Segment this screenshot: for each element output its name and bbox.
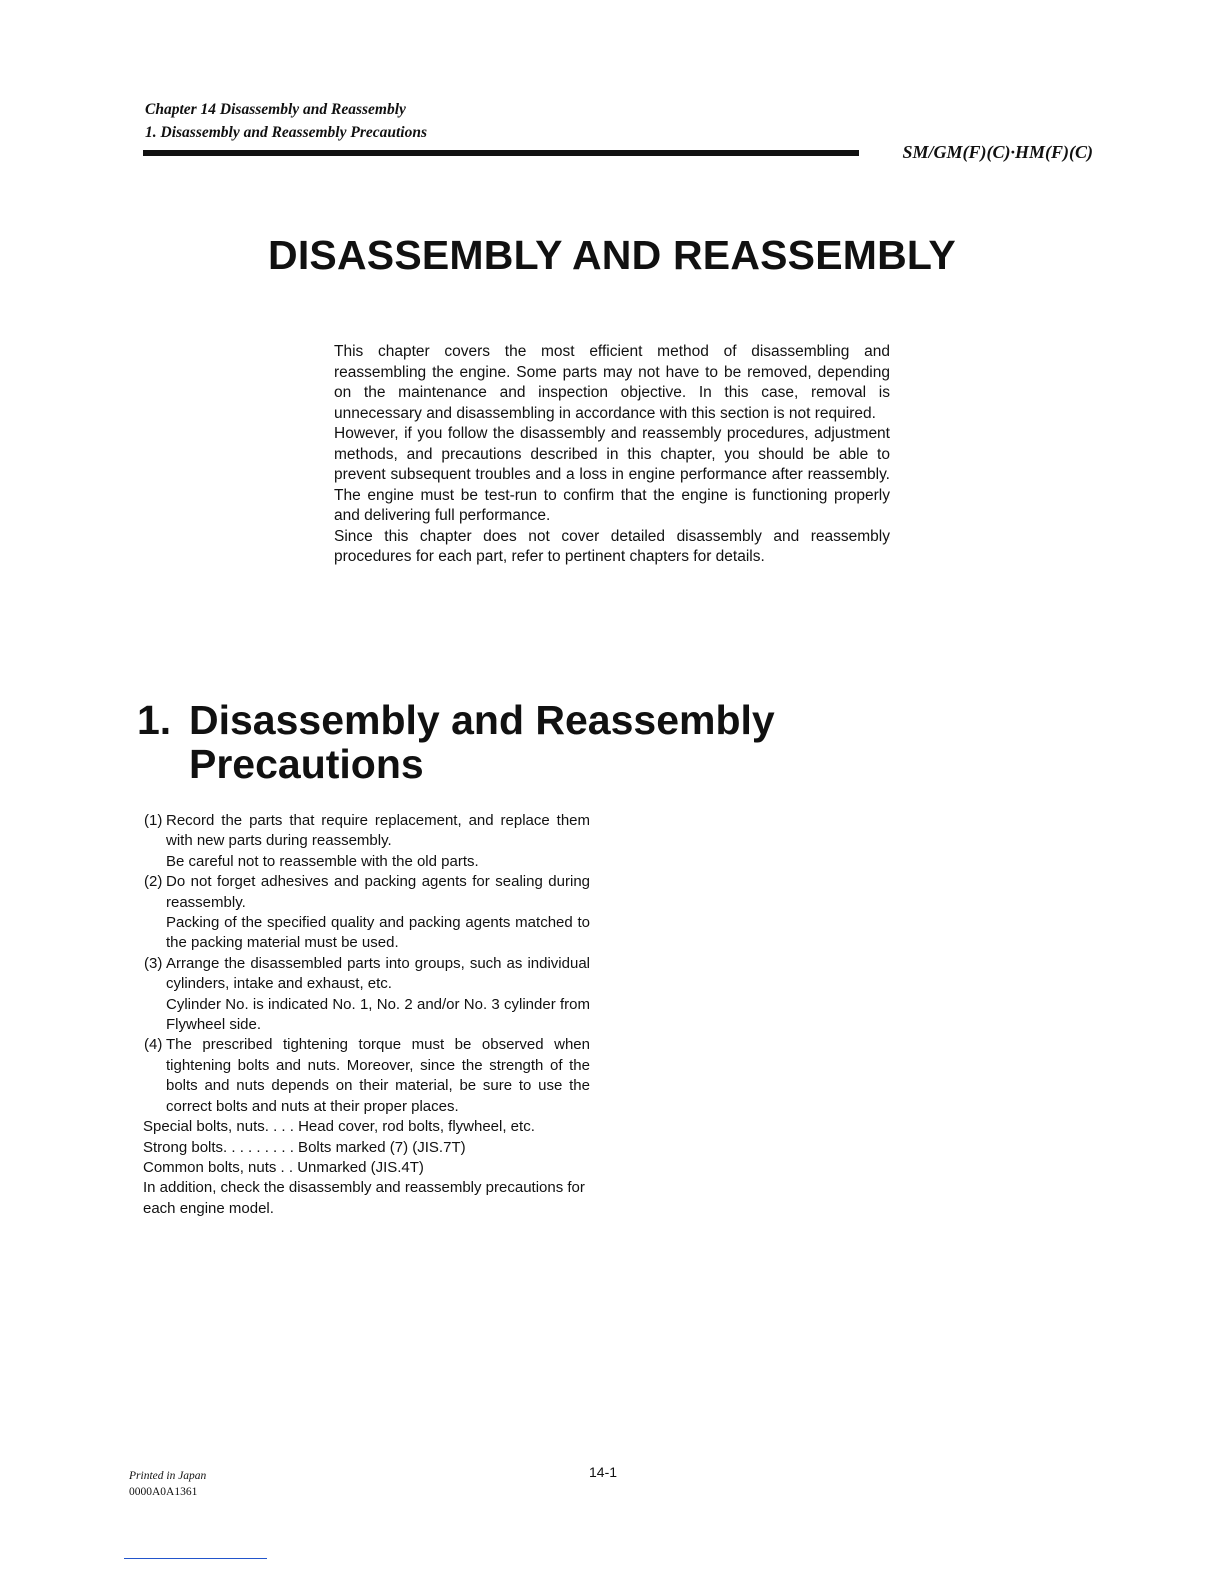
running-header-section: 1. Disassembly and Reassembly Precautions [145, 124, 428, 141]
item-note: Be careful not to reassemble with the old parts. [166, 852, 479, 870]
item-text: Record the parts that require replacement, and replace them with new parts during reassembly. [166, 812, 590, 850]
item-number: (1) [144, 812, 163, 829]
item-number: (2) [144, 873, 163, 891]
item-text: Arrange the disassembled parts into groups, such as individual cylinders, intake and exhaust, etc. [166, 954, 590, 993]
running-header-chapter: Chapter 14 Disassembly and Reassembly [145, 101, 406, 118]
intro-text [334, 342, 890, 568]
section-title-line-2: Precautions [189, 741, 424, 787]
item-text: Do not forget adhesives and packing agents for sealing during reassembly. [166, 873, 590, 911]
precautions-list [143, 811, 590, 1219]
item-note: Cylinder No. is indicated No. 1, No. 2 and/or No. 3 cylinder from Flywheel side. [166, 995, 590, 1034]
section-heading [137, 698, 775, 786]
footer-rule [124, 1558, 267, 1559]
item-note: Packing of the specified quality and packing agents matched to the packing material must be used. [166, 914, 590, 952]
intro-paragraph-1: This chapter covers the most efficient method of disassembling and reassembling the engine. Some parts may not have to be removed, depending on the maintenance and inspection objective. In this case, removal is unnecessary and disassembling in accordance with this section is not required. [334, 343, 890, 422]
engine-model-label: SM/GM(F)(C)·HM(F)(C) [902, 142, 1093, 162]
precaution-item [143, 811, 590, 872]
section-number: 1. [137, 697, 172, 743]
bolt-type-common: Common bolts, nuts . . Unmarked (JIS.4T) [143, 1158, 424, 1176]
section-title-line-1: Disassembly and Reassembly [189, 697, 775, 743]
header-rule [143, 150, 859, 156]
document-code: 0000A0A1361 [129, 1486, 198, 1498]
item-number: (3) [144, 954, 163, 972]
precaution-item [143, 954, 590, 1036]
closing-note: In addition, check the disassembly and reassembly precautions for each engine model. [143, 1179, 585, 1217]
item-text: The prescribed tightening torque must be observed when tightening bolts and nuts. Moreover, since the strength of the bolts and nuts depends on their material, be sure to use the correct bolts and nuts at their proper places. [166, 1036, 590, 1115]
item-number: (4) [144, 1036, 163, 1054]
precaution-item [143, 1035, 590, 1117]
chapter-title: DISASSEMBLY AND REASSEMBLY [268, 232, 956, 278]
printed-in-note: Printed in Japan [129, 1470, 207, 1482]
precaution-item [143, 872, 590, 954]
intro-paragraph-3: Since this chapter does not cover detailed disassembly and reassembly procedures for each part, refer to pertinent chapters for details. [334, 527, 890, 565]
bolt-type-special: Special bolts, nuts. . . . Head cover, rod bolts, flywheel, etc. [143, 1118, 535, 1136]
page-number: 14-1 [589, 1464, 618, 1480]
bolt-type-strong: Strong bolts. . . . . . . . . Bolts marked (7) (JIS.7T) [143, 1138, 466, 1156]
intro-paragraph-2: However, if you follow the disassembly and reassembly procedures, adjustment methods, and precautions described in this chapter, you should be able to prevent subsequent troubles and a loss in engine performance after reassembly. The engine must be test-run to confirm that the engine is functioning properly and delivering full performance. [334, 425, 890, 524]
